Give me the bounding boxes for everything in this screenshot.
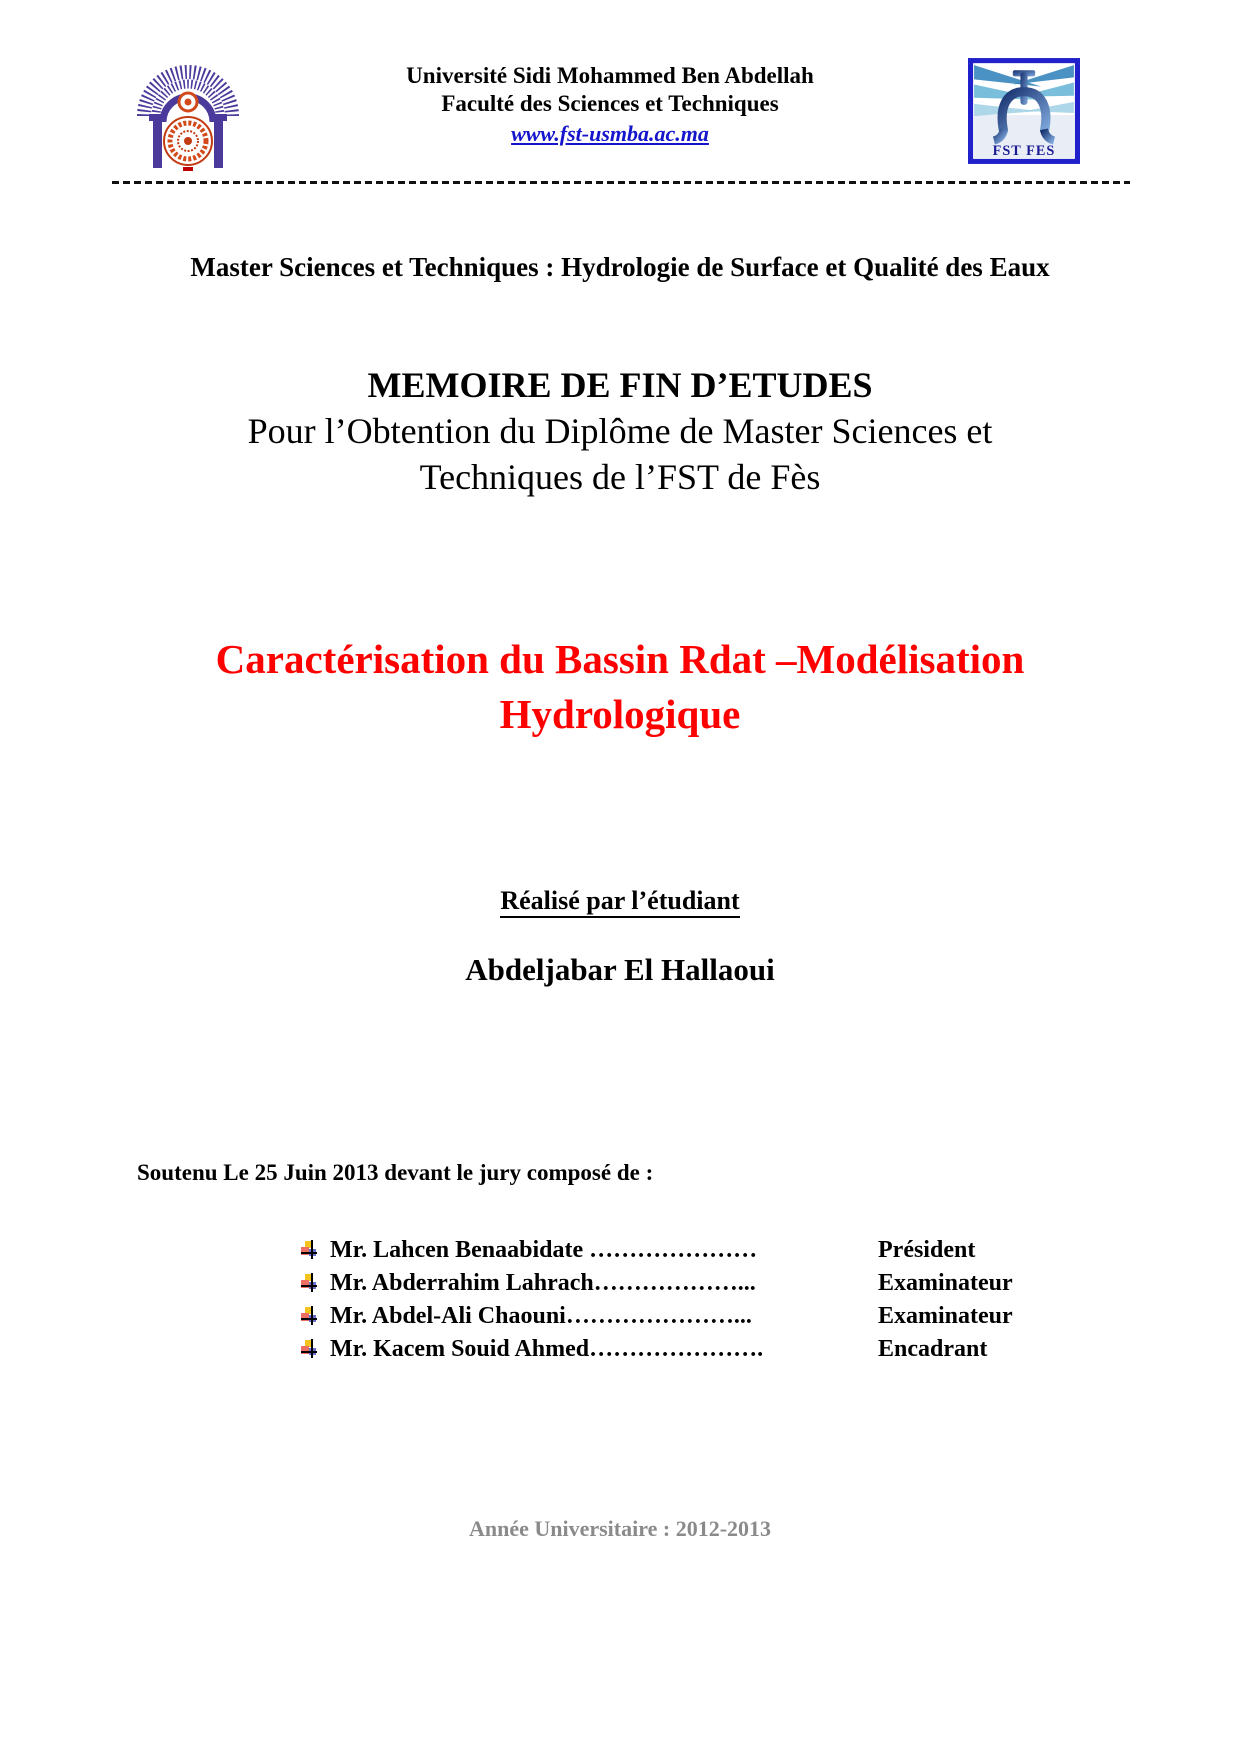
thesis-title <box>0 632 1240 742</box>
jury-bullet-icon <box>300 1336 318 1356</box>
university-name: Université Sidi Mohammed Ben Abdellah <box>406 63 814 88</box>
jury-member-name: Mr. Lahcen Benaabidate ………………… <box>330 1237 758 1263</box>
jury-bullet-icon <box>300 1270 318 1290</box>
memoire-subtitle-line1: Pour l’Obtention du Diplôme de Master Sciences et <box>247 411 993 451</box>
jury-row <box>300 1234 1160 1267</box>
student-name: Abdeljabar El Hallaoui <box>465 952 775 987</box>
usmba-university-logo-icon <box>132 56 244 176</box>
faculty-name: Faculté des Sciences et Techniques <box>441 91 779 116</box>
fst-fes-logo-icon <box>968 58 1080 164</box>
faculty-website-link[interactable]: www.fst-usmba.ac.ma <box>511 121 709 146</box>
memoire-subtitle-line2: Techniques de l’FST de Fès <box>419 457 821 497</box>
memoire-title: MEMOIRE DE FIN D’ETUDES <box>367 365 873 405</box>
jury-member-role: Encadrant <box>878 1336 988 1362</box>
jury-row <box>300 1267 1160 1300</box>
dashed-divider-line <box>112 181 1130 184</box>
thesis-title-line2: Hydrologique <box>499 691 741 737</box>
realise-heading: Réalisé par l’étudiant <box>0 886 1240 916</box>
jury-bullet-icon <box>300 1303 318 1323</box>
fst-fes-logo-caption: FST FES <box>992 142 1056 159</box>
jury-member-role: Examinateur <box>878 1303 1013 1329</box>
header-text-block <box>260 62 960 151</box>
academic-year: Année Universitaire : 2012-2013 <box>468 1516 772 1541</box>
jury-bullet-icon <box>300 1237 318 1257</box>
jury-member-role: Président <box>878 1237 976 1263</box>
memoire-block <box>0 362 1240 500</box>
defense-intro: Soutenu Le 25 Juin 2013 devant le jury composé de : <box>137 1160 654 1185</box>
jury-member-name: Mr. Abderrahim Lahrach………………... <box>330 1270 756 1296</box>
jury-member-name: Mr. Abdel-Ali Chaouni…………………... <box>330 1303 752 1329</box>
master-program-title: Master Sciences et Techniques : Hydrologie de Surface et Qualité des Eaux <box>190 252 1050 282</box>
thesis-title-line1: Caractérisation du Bassin Rdat –Modélisation <box>215 636 1025 682</box>
jury-list <box>300 1234 1160 1366</box>
jury-member-role: Examinateur <box>878 1270 1013 1296</box>
jury-row <box>300 1333 1160 1366</box>
jury-member-name: Mr. Kacem Souid Ahmed…………………. <box>330 1336 764 1362</box>
jury-row <box>300 1300 1160 1333</box>
